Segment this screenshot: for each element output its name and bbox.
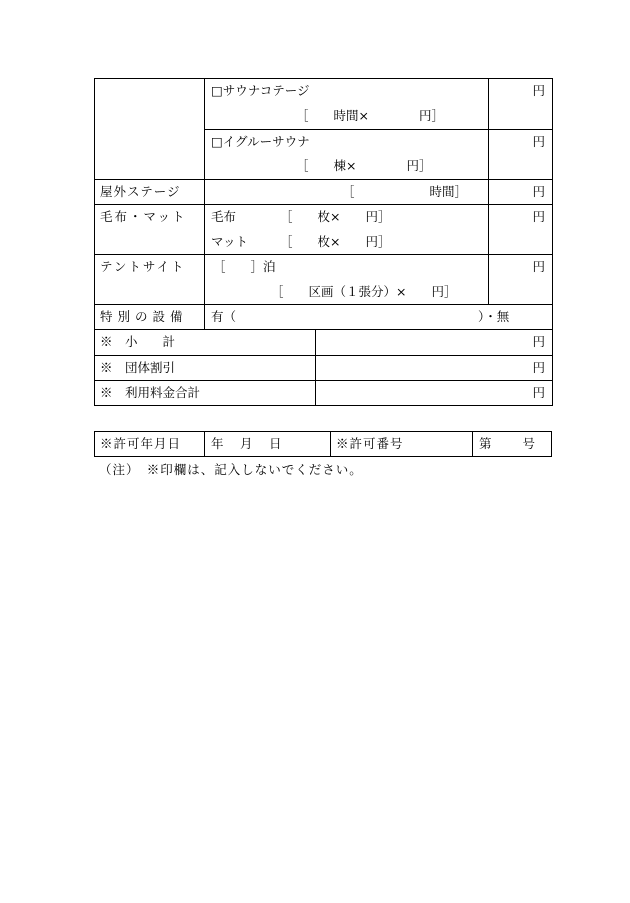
blanket-mat-label: 毛布・マット [100,209,187,224]
subtotal-label: ※ 小 計 [100,334,176,349]
column-divider [315,329,316,406]
blanket-mat-yen: 円 [532,209,545,224]
tent-site-nights[interactable]: ［ ］泊 [213,259,276,274]
blanket-label: 毛布 [211,209,237,224]
permit-number-value[interactable]: 第 号 [479,436,538,451]
igloo-sauna-detail[interactable]: ［ 棟× 円］ [296,158,432,173]
sauna-cottage-yen: 円 [532,83,545,98]
permit-date-label: ※許可年月日 [100,436,182,451]
permit-number-label: ※許可番号 [336,436,404,451]
row-divider [94,380,553,381]
row-divider [94,355,553,356]
permit-column-divider [330,431,331,457]
special-equipment-yes[interactable]: 有（ [211,309,237,324]
permit-border-top [94,431,552,432]
outdoor-stage-detail[interactable]: ［ 時間］ [342,184,468,199]
permit-date-value[interactable]: 年 月 日 [211,436,284,451]
row-divider [204,129,553,130]
igloo-sauna-checkbox-label[interactable]: □イグルーサウナ [211,134,310,149]
column-divider [204,78,205,330]
permit-column-divider [472,431,473,457]
blanket-detail[interactable]: ［ 枚× 円］ [280,209,391,224]
tent-site-label: テントサイト [100,259,186,274]
row-divider [94,304,553,305]
sauna-cottage-detail[interactable]: ［ 時間× 円］ [296,108,444,123]
mat-label: マット [211,234,249,249]
group-discount-label: ※ 団体割引 [100,360,176,375]
permit-border-left [94,431,95,457]
table-border-right [552,78,553,406]
tent-site-detail[interactable]: ［ 区画（１張分）× 円］ [271,284,457,299]
tent-site-yen: 円 [532,259,545,274]
subtotal-yen: 円 [532,334,545,349]
row-divider [94,329,553,330]
row-divider [94,254,553,255]
permit-border-bottom [94,456,552,457]
row-divider [94,179,553,180]
permit-column-divider [204,431,205,457]
table-border-bottom [94,405,553,406]
sauna-cottage-checkbox-label[interactable]: □サウナコテージ [211,83,310,98]
column-divider [488,78,489,304]
special-equipment-no[interactable]: ）・無 [478,309,510,324]
outdoor-stage-yen: 円 [532,184,545,199]
group-discount-yen: 円 [532,360,545,375]
total-yen: 円 [532,385,545,400]
special-equipment-label: 特別の設備 [100,309,188,324]
permit-border-right [551,431,552,457]
outdoor-stage-label: 屋外ステージ [100,184,181,199]
igloo-sauna-yen: 円 [532,134,545,149]
row-divider [94,204,553,205]
mat-detail[interactable]: ［ 枚× 円］ [280,234,391,249]
total-label: ※ 利用料金合計 [100,385,201,400]
table-border-top [94,78,553,79]
table-border-left [94,78,95,406]
note-text: （注） ※印欄は、記入しないでください。 [99,462,363,477]
